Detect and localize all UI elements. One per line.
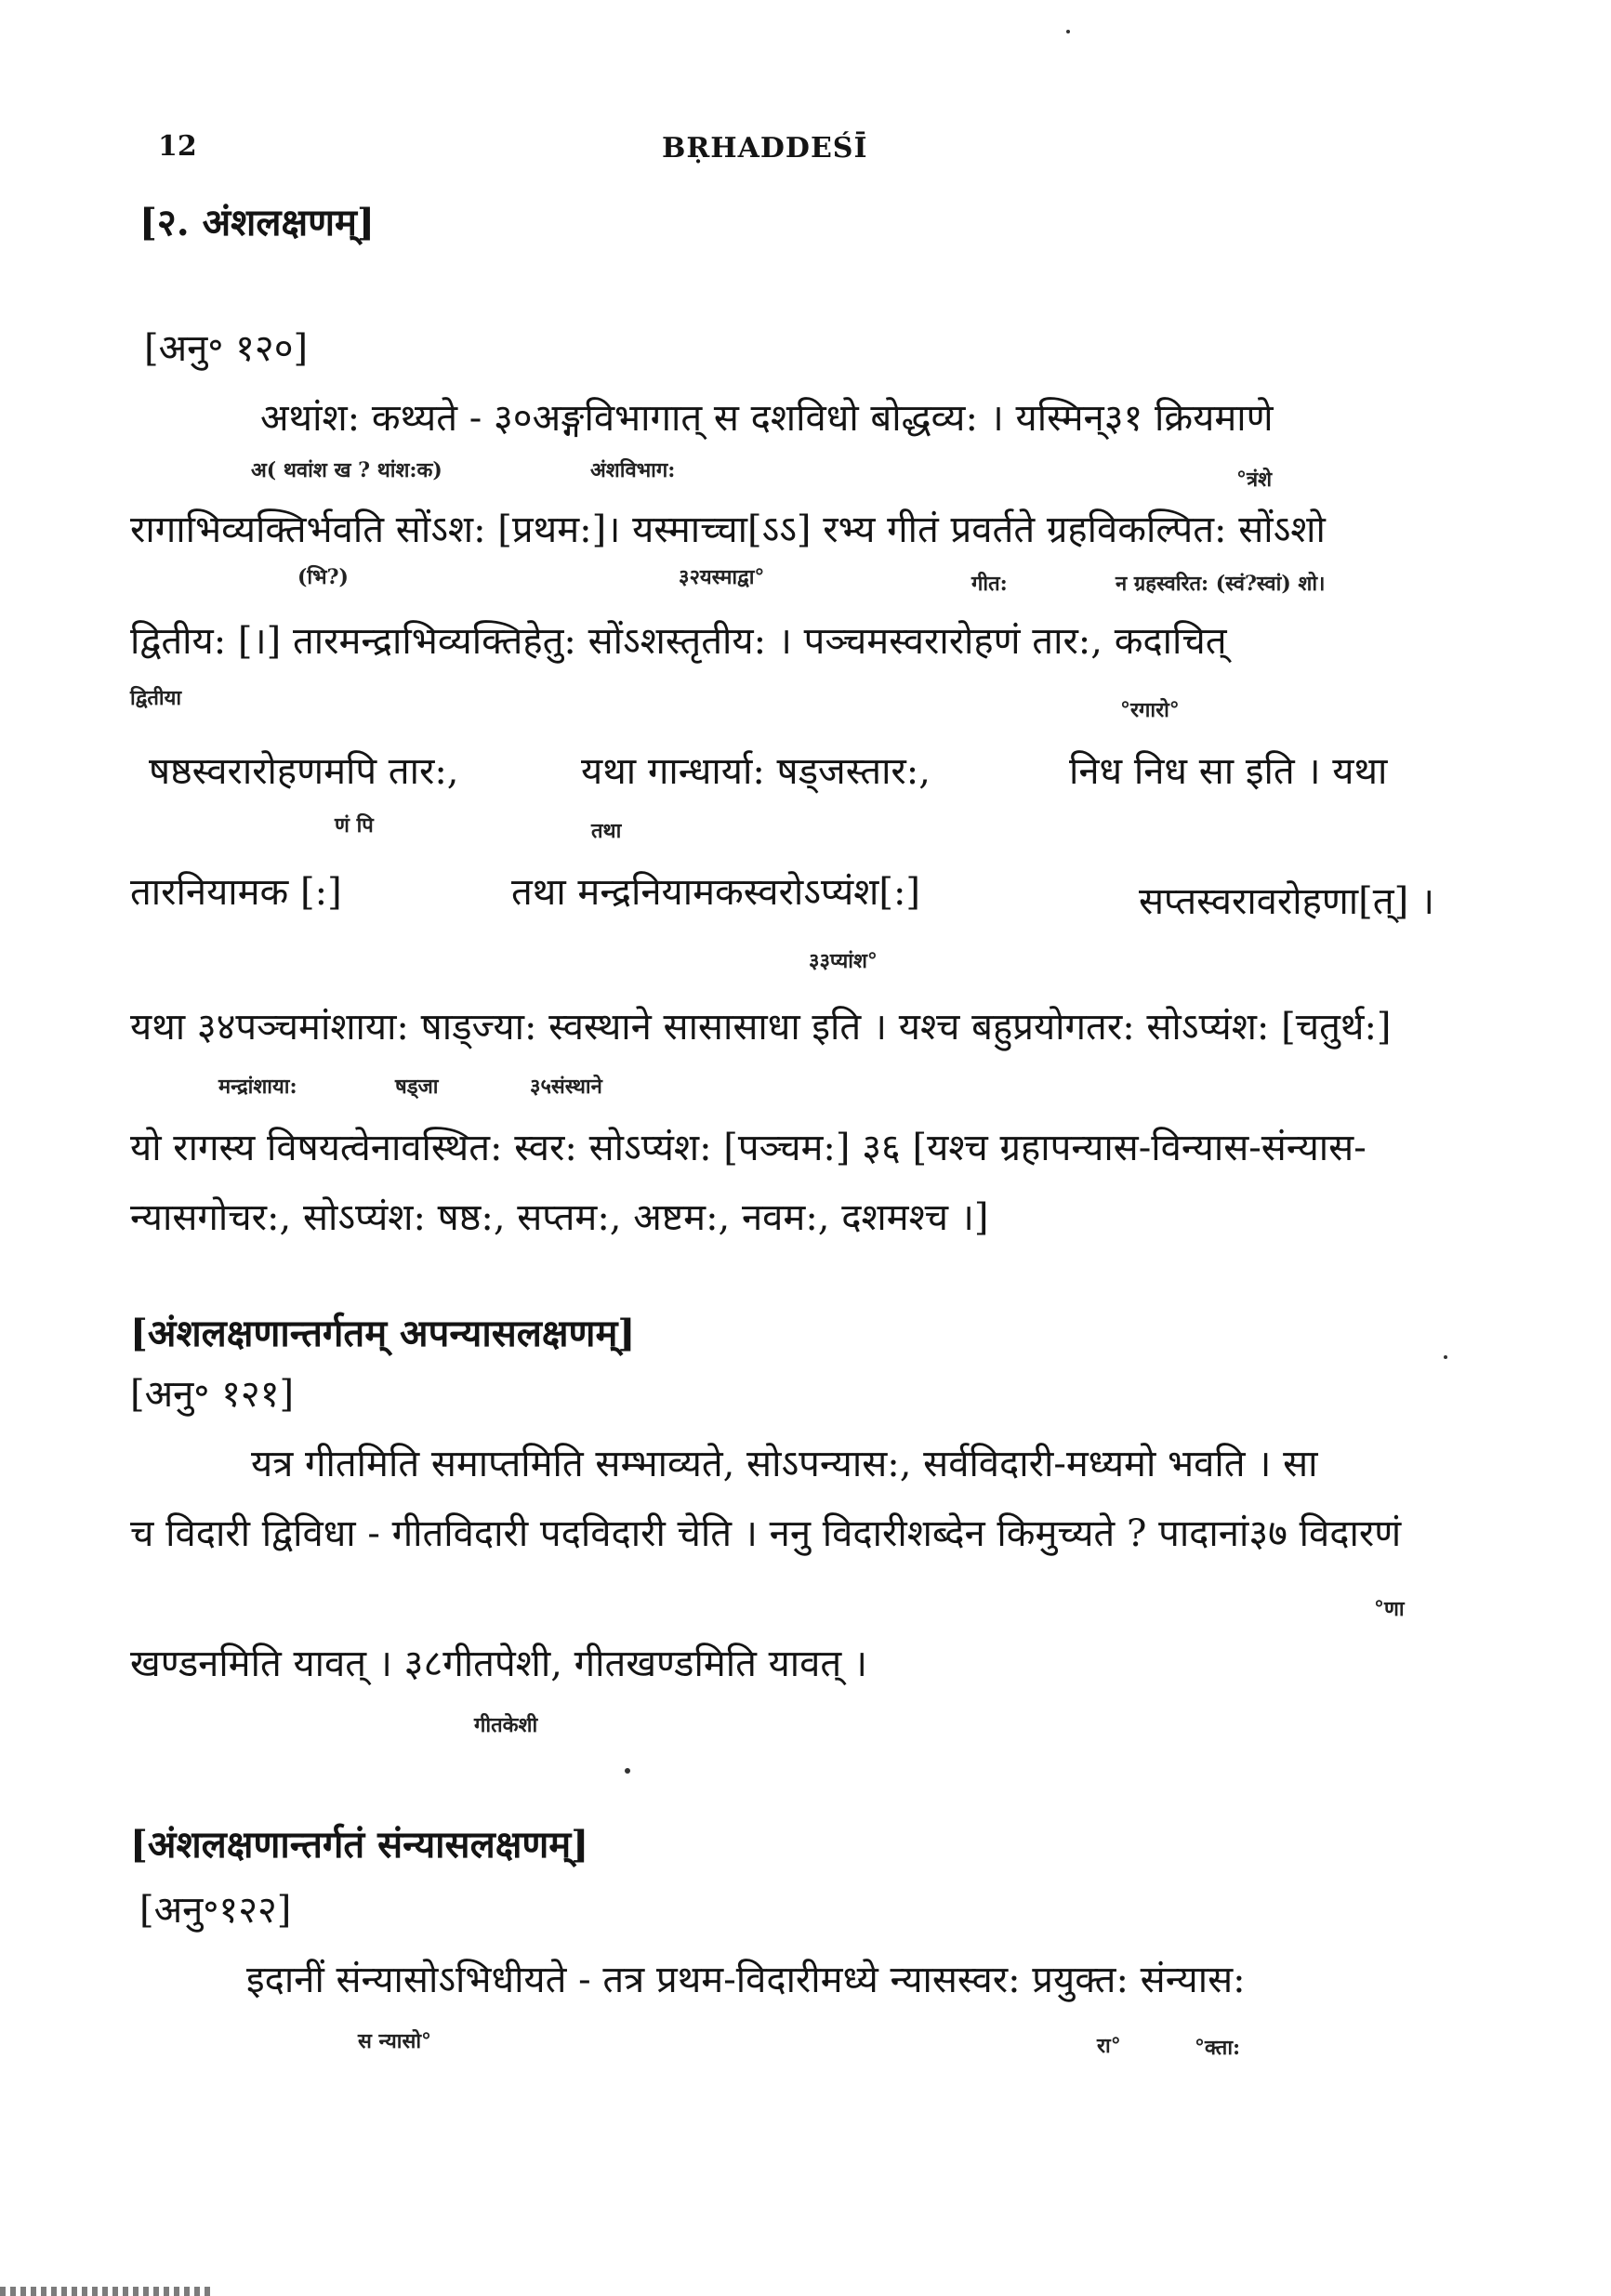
section-heading-apanyasa: [अंशलक्षणान्तर्गतम् अपन्यासलक्षणम्]	[130, 1312, 636, 1355]
para1-line1: अथांश: कथ्यते - ३०अङ्गविभागात् स दशविधो बोद्धव्य: । यस्मिन्३१ क्रियमाणे	[260, 397, 1274, 440]
para2-note2a: °णा	[1374, 1597, 1405, 1621]
para1-note6b: षड्जा	[395, 1075, 439, 1099]
para1-line3: द्वितीय: [।] तारमन्द्राभिव्यक्तिहेतु: सोंऽशस्तृतीय: । पञ्चमस्वरारोहणं तार:, कदाचित्	[130, 620, 1227, 663]
para1-line7: यो रागस्य विषयत्वेनावस्थित: स्वर: सोऽप्यंश: [पञ्चम:] ३६ [यश्च ग्रहापन्यास-विन्यास-संन्यास-	[130, 1127, 1367, 1169]
para1-line4b: यथा गान्धार्या: षड्जस्तार:,	[581, 750, 931, 793]
para1-note2d: न ग्रहस्वरित: (स्वं?स्वां) शो।	[1116, 572, 1326, 596]
page-number: 12	[158, 130, 197, 163]
section-heading-sannyasa: [अंशलक्षणान्तर्गतं संन्यासलक्षणम्]	[130, 1823, 589, 1867]
running-title: BṚHADDEŚĪ	[662, 132, 868, 165]
para1-line4c: निध निध सा इति । यथा	[1069, 750, 1388, 793]
para2-line1: यत्र गीतमिति समाप्तमिति सम्भाव्यते, सोऽपन्यास:, सर्वविदारी-मध्यमो भवति । सा	[251, 1443, 1318, 1485]
para1-line6: यथा ३४पञ्चमांशाया: षाड्ज्या: स्वस्थाने सासासाधा इति । यश्च बहुप्रयोगतर: सोऽप्यंश: [चतुर्थ:]	[130, 1006, 1392, 1049]
para1-note1c: °त्रंशे	[1236, 468, 1273, 492]
para1-note3b: °रगारो°	[1120, 698, 1180, 722]
para2-note3a: गीतकेशी	[474, 1713, 538, 1737]
para2-line2: च विदारी द्विविधा - गीतविदारी पदविदारी चेति । ननु विदारीशब्देन किमुच्यते ? पादानां३७ विदारणं	[130, 1512, 1402, 1555]
para1-note5a: ३३प्यांश°	[809, 949, 878, 973]
para1-line2: रागाभिव्यक्तिर्भवति सोंऽश: [प्रथम:]। यस्माच्चा[ऽऽ] रभ्य गीतं प्रवर्तते ग्रहविकल्पित: सोंऽशो	[130, 508, 1326, 551]
para1-note2b: ३२यस्माद्वा°	[679, 565, 765, 589]
para1-note4b: तथा	[591, 819, 622, 843]
anu-122: [अनु॰१२२]	[139, 1889, 292, 1932]
anu-120: [अनु॰ १२०]	[144, 327, 309, 370]
scan-speck	[1444, 1355, 1447, 1359]
para1-note1a: अ( थवांश ख ? थांश:क)	[251, 458, 442, 482]
para1-note1b: अंशविभाग:	[590, 458, 676, 482]
para3-line1: इदानीं संन्यासोऽभिधीयते - तत्र प्रथम-विदारीमध्ये न्यासस्वर: प्रयुक्त: संन्यास:	[246, 1959, 1246, 2001]
para1-note6c: ३५संस्थाने	[530, 1075, 602, 1099]
scan-speck	[1066, 30, 1070, 33]
para1-note4a: णं पि	[335, 813, 374, 838]
para1-line5b: तथा मन्द्रनियामकस्वरोऽप्यंश[:]	[511, 871, 921, 914]
scan-edge-artifact	[0, 2287, 214, 2296]
para1-note3a: द्वितीया	[130, 686, 182, 710]
para3-note1c: °क्ता:	[1195, 2036, 1241, 2060]
para1-line4a: षष्ठस्वरारोहणमपि तार:,	[149, 750, 459, 793]
para1-note6a: मन्द्रांशाया:	[218, 1075, 297, 1099]
section-heading-amsha: [२. अंशलक्षणम्]	[139, 201, 375, 244]
para2-line3: खण्डनमिति यावत् । ३८गीतपेशी, गीतखण्डमिति यावत् ।	[130, 1643, 868, 1685]
para1-line8: न्यासगोचर:, सोऽप्यंश: षष्ठ:, सप्तम:, अष्टम:, नवम:, दशमश्च ।]	[130, 1196, 989, 1239]
para3-note1a: स न्यासो°	[358, 2029, 432, 2053]
para1-note2c: गीत:	[971, 572, 1008, 596]
para3-note1b: रा°	[1097, 2034, 1121, 2058]
para1-line5c: सप्तस्वरावरोहणा[त्] ।	[1139, 880, 1435, 923]
anu-121: [अनु॰ १२१]	[130, 1373, 295, 1416]
para1-note2a: (भि?)	[297, 565, 349, 589]
scan-speck	[625, 1768, 630, 1774]
para1-line5a: तारनियामक [:]	[130, 871, 342, 914]
